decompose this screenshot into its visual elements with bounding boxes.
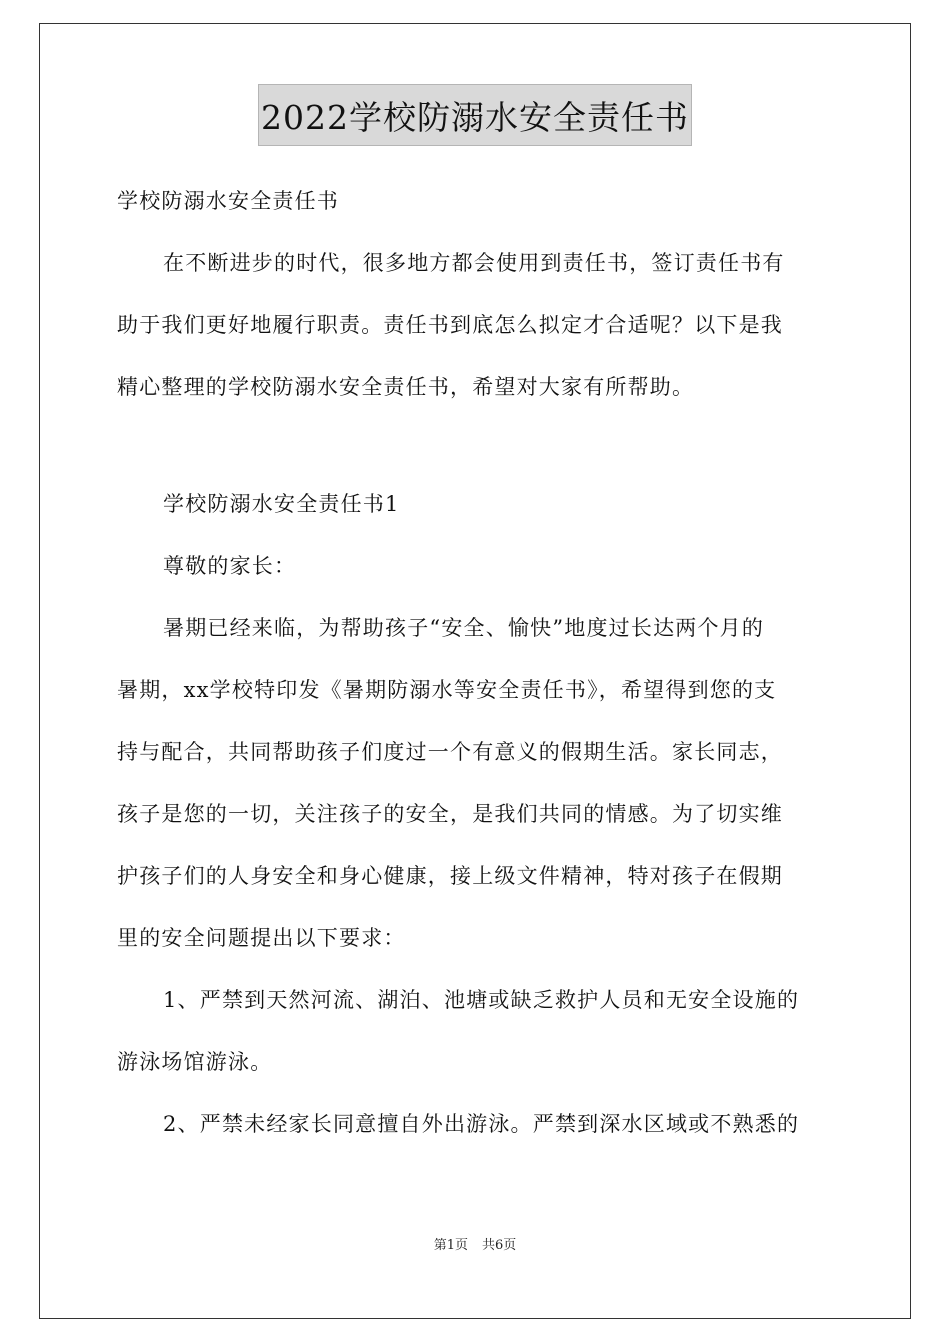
intro-line: 在不断进步的时代，很多地方都会使用到责任书，签订责任书有: [163, 251, 785, 275]
greeting: 尊敬的家长：: [163, 554, 297, 578]
subtitle: 学校防溺水安全责任书: [117, 189, 339, 213]
list-item-line: 2、严禁未经家长同意擅自外出游泳。严禁到深水区域或不熟悉的: [163, 1112, 800, 1136]
list-item-line: 1、严禁到天然河流、湖泊、池塘或缺乏救护人员和无安全设施的: [163, 988, 800, 1012]
body-line: 孩子是您的一切，关注孩子的安全，是我们共同的情感。为了切实维: [117, 802, 783, 826]
body-line: 暑期已经来临，为帮助孩子“安全、愉快”地度过长达两个月的: [163, 616, 765, 640]
list-item-line: 游泳场馆游泳。: [117, 1050, 273, 1074]
intro-line: 助于我们更好地履行职责。责任书到底怎么拟定才合适呢？以下是我: [117, 313, 783, 337]
page-number-total: 共6页: [482, 1238, 517, 1253]
section-heading: 学校防溺水安全责任书1: [163, 492, 400, 516]
document-body: [117, 170, 833, 1155]
document-title: 2022学校防溺水安全责任书: [261, 97, 689, 137]
intro-line: 精心整理的学校防溺水安全责任书，希望对大家有所帮助。: [117, 375, 695, 399]
page-footer: [0, 1234, 950, 1253]
body-line: 暑期，xx学校特印发《暑期防溺水等安全责任书》，希望得到您的支: [117, 678, 777, 702]
title-box: [258, 84, 692, 146]
body-line: 里的安全问题提出以下要求：: [117, 926, 406, 950]
body-line: 持与配合，共同帮助孩子们度过一个有意义的假期生活。家长同志，: [117, 740, 783, 764]
paragraph-gap: [117, 418, 833, 473]
body-line: 护孩子们的人身安全和身心健康，接上级文件精神，特对孩子在假期: [117, 864, 783, 888]
page-number-current: 第1页: [433, 1238, 468, 1253]
